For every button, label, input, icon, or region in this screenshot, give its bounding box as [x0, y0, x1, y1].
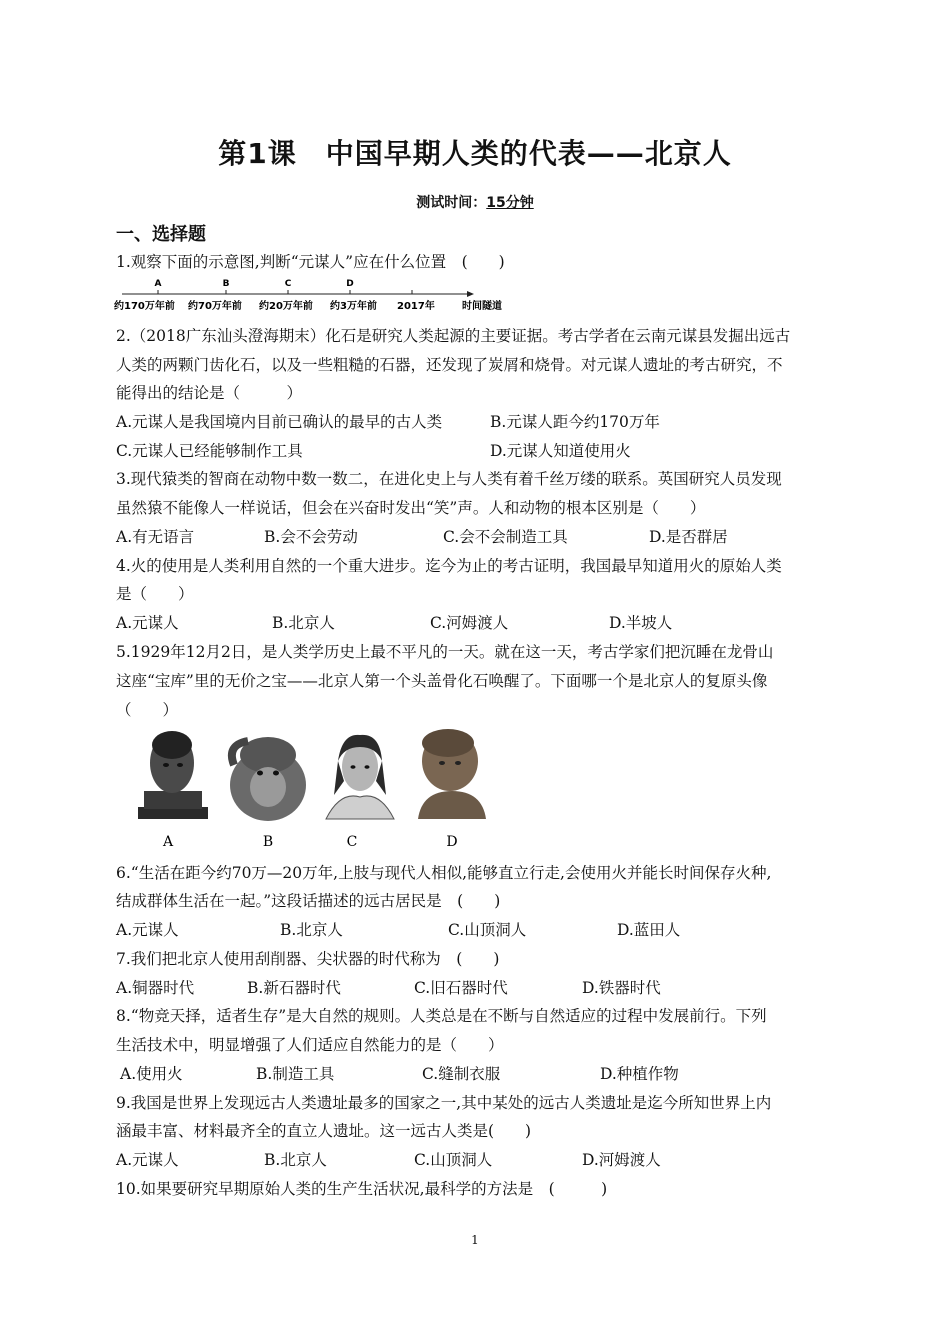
head-label-a: A: [162, 834, 174, 850]
timeline-axis-label: 时间隧道: [462, 301, 502, 312]
timeline-label: 约20万年前: [259, 301, 313, 312]
question-7-option-a: A.铜器时代: [116, 979, 195, 997]
question-9-line: 涵最丰富、材料最齐全的直立人遗址。这一远古人类是( ): [116, 1122, 532, 1140]
question-2-option-a: A.元谋人是我国境内目前已确认的最早的古人类: [116, 413, 443, 431]
question-2-line: 2.（2018广东汕头澄海期末）化石是研究人类起源的主要证据。考古学者在云南元谋县发掘出远古: [116, 327, 791, 345]
question-2-option-b: B.元谋人距今约170万年: [490, 413, 660, 431]
question-8-option-b: B.制造工具: [256, 1065, 335, 1083]
head-c-illustration: [326, 735, 394, 819]
question-1-text: 1.观察下面的示意图,判断“元谋人”应在什么位置 ( ): [116, 253, 505, 271]
head-b-illustration: [230, 737, 306, 821]
question-2-option-d: D.元谋人知道使用火: [490, 442, 631, 460]
question-4-option-d: D.半坡人: [609, 614, 673, 632]
question-10-line: 10.如果要研究早期原始人类的生产生活状况,最科学的方法是 ( ): [116, 1180, 608, 1198]
question-9-option-b: B.北京人: [264, 1151, 327, 1169]
question-7-option-d: D.铁器时代: [582, 979, 661, 997]
timeline-label: 2017年: [397, 301, 435, 312]
question-9-option-c: C.山顶洞人: [414, 1151, 493, 1169]
timeline-arrow: [467, 291, 474, 297]
question-6-option-c: C.山顶洞人: [448, 921, 527, 939]
question-9-option-d: D.河姆渡人: [582, 1151, 661, 1169]
question-2-line: 能得出的结论是（ ）: [116, 384, 303, 402]
question-4-line: 是（ ）: [116, 585, 194, 603]
question-7-line: 7.我们把北京人使用刮削器、尖状器的时代称为 ( ): [116, 950, 500, 968]
page-number: 1: [471, 1233, 479, 1247]
test-time-value: 15分钟: [486, 195, 534, 211]
question-5-line: 5.1929年12月2日，是人类学历史上最不平凡的一天。就在这一天，考古学家们把沉睡在龙骨山: [116, 643, 774, 661]
question-5-line: 这座“宝库”里的无价之宝——北京人第一个头盖骨化石唤醒了。下面哪一个是北京人的复原头像: [116, 672, 768, 690]
question-7-option-c: C.旧石器时代: [414, 979, 508, 997]
timeline-label: 约3万年前: [330, 301, 377, 312]
timeline-diagram: [112, 276, 522, 316]
test-time: [0, 192, 950, 212]
question-8-option-a: A.使用火: [120, 1065, 183, 1083]
question-3-option-c: C.会不会制造工具: [443, 528, 568, 546]
timeline-point-a: A: [154, 279, 162, 289]
question-3-option-a: A.有无语言: [116, 528, 195, 546]
question-6-line: 结成群体生活在一起。”这段话描述的远古居民是 ( ): [116, 892, 501, 910]
question-8-line: 生活技术中，明显增强了人们适应自然能力的是（ ）: [116, 1036, 504, 1054]
question-9-line: 9.我国是世界上发现远古人类遗址最多的国家之一,其中某处的远古人类遗址是迄今所知世界上内: [116, 1094, 772, 1112]
reconstruction-heads-image: [130, 725, 490, 855]
section-title: 一、选择题: [116, 224, 206, 245]
timeline-point-d: D: [346, 279, 354, 289]
question-8-line: 8.“物竞天择，适者生存”是大自然的规则。人类总是在不断与自然适应的过程中发展前行。下列: [116, 1007, 767, 1025]
question-6-option-d: D.蓝田人: [617, 921, 681, 939]
question-2-option-c: C.元谋人已经能够制作工具: [116, 442, 303, 460]
question-6-line: 6.“生活在距今约70万—20万年,上肢与现代人相似,能够直立行走,会使用火并能长时间保存火种,: [116, 864, 772, 882]
question-8-option-d: D.种植作物: [600, 1065, 679, 1083]
question-6-option-b: B.北京人: [280, 921, 343, 939]
head-d-illustration: [418, 729, 486, 819]
timeline-point-c: C: [284, 279, 292, 289]
timeline-label: 约170万年前: [114, 301, 175, 312]
question-4-option-b: B.北京人: [272, 614, 335, 632]
question-3-option-d: D.是否群居: [649, 528, 728, 546]
question-3-line: 3.现代猿类的智商在动物中数一数二，在进化史上与人类有着千丝万缕的联系。英国研究人员发现: [116, 470, 782, 488]
head-label-b: B: [262, 834, 274, 850]
question-9-option-a: A.元谋人: [116, 1151, 179, 1169]
page-title: 第1课 中国早期人类的代表——北京人: [218, 137, 732, 170]
question-3-option-b: B.会不会劳动: [264, 528, 358, 546]
question-3-line: 虽然猿不能像人一样说话，但会在兴奋时发出“笑”声。人和动物的根本区别是（ ）: [116, 499, 706, 517]
timeline-label: 约70万年前: [188, 301, 242, 312]
question-8-option-c: C.缝制衣服: [422, 1065, 501, 1083]
timeline-point-b: B: [222, 279, 230, 289]
question-2-line: 人类的两颗门齿化石，以及一些粗糙的石器，还发现了炭屑和烧骨。对元谋人遗址的考古研究，不: [116, 356, 783, 374]
question-4-option-a: A.元谋人: [116, 614, 179, 632]
head-label-d: D: [446, 834, 458, 850]
question-6-option-a: A.元谋人: [116, 921, 179, 939]
head-label-c: C: [346, 834, 358, 850]
question-5-line: （ ）: [116, 701, 179, 719]
test-time-label: 测试时间：: [416, 195, 487, 211]
question-4-option-c: C.河姆渡人: [430, 614, 509, 632]
question-4-line: 4.火的使用是人类利用自然的一个重大进步。迄今为止的考古证明，我国最早知道用火的原始人类: [116, 557, 782, 575]
head-a-illustration: [138, 731, 208, 819]
question-7-option-b: B.新石器时代: [247, 979, 341, 997]
